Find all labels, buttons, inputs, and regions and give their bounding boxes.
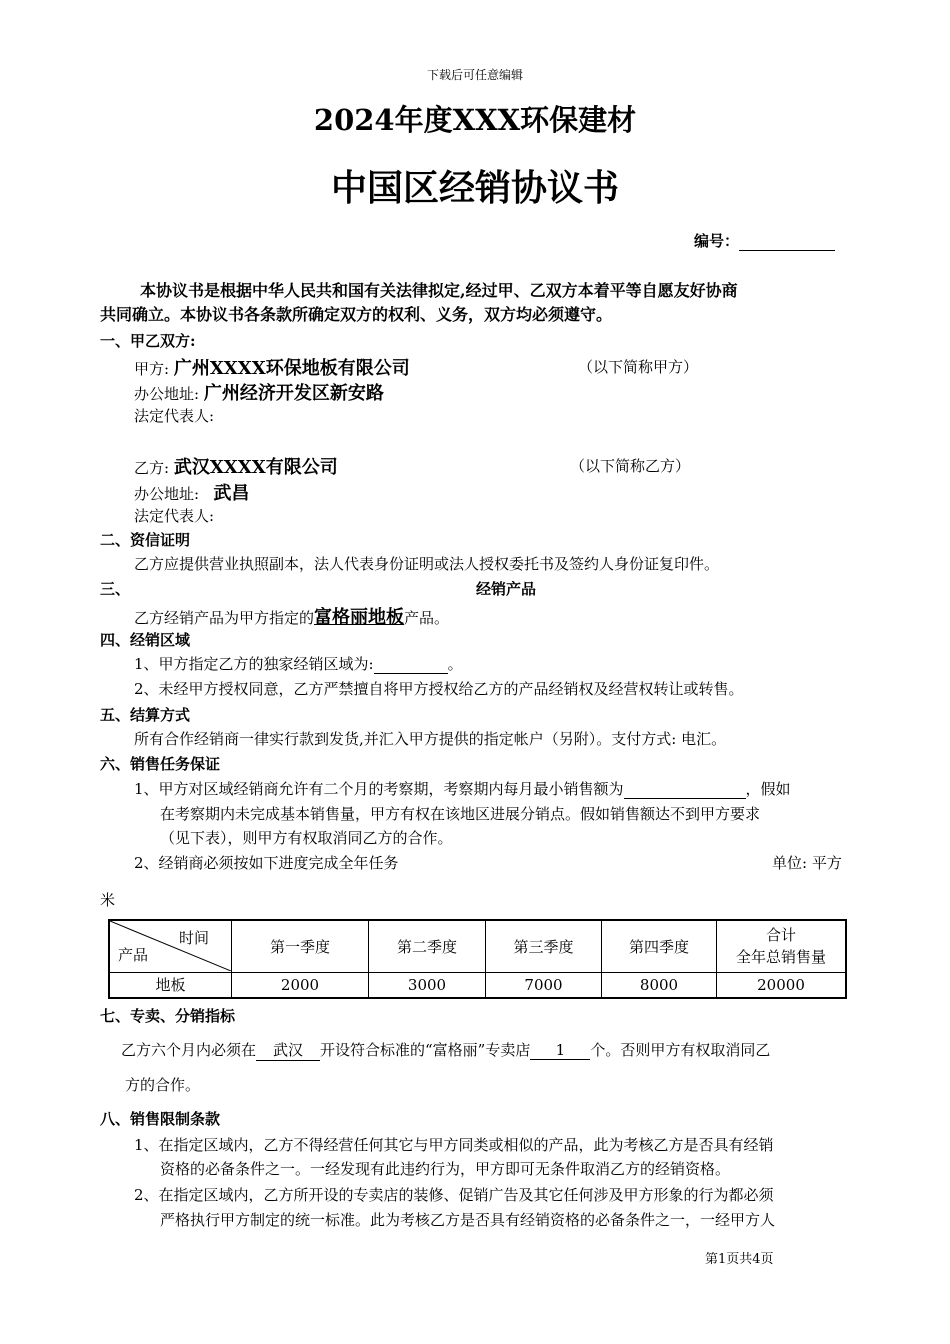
sec2-heading: 二、资信证明	[100, 531, 191, 549]
sec3-heading-title: 经销产品	[476, 580, 537, 598]
sec8-item-2b: 严格执行甲方制定的统一标准。此为考核乙方是否具有经销资格的必备条件之一，一经甲方人	[160, 1211, 776, 1229]
sec4-item-2: 2、未经甲方授权同意，乙方严禁擅自将甲方授权给乙方的产品经销权及经营权转让或转售。	[134, 680, 744, 698]
party-b-line	[134, 453, 338, 479]
party-a-note: （以下简称甲方）	[578, 358, 699, 376]
cell-q1: 2000	[232, 972, 369, 998]
number-blank	[739, 234, 835, 251]
sec3-text-post: 产品。	[404, 609, 450, 627]
header-total-2: 全年总销售量	[735, 948, 826, 967]
party-b-note: （以下简称乙方）	[570, 457, 691, 475]
sec3-text	[134, 603, 449, 629]
corner-time: 时间	[178, 929, 209, 948]
sales-target-table	[108, 919, 847, 999]
header-q2: 第二季度	[369, 920, 486, 972]
cell-q2: 3000	[369, 972, 486, 998]
store-count-field: 1	[530, 1041, 590, 1060]
title-line-1: 2024年度XXX环保建材	[313, 103, 637, 137]
sec4-item-1	[134, 653, 463, 674]
party-a-name: 广州XXXX环保地板有限公司	[173, 358, 410, 379]
intro-line-1: 本协议书是根据中华人民共和国有关法律拟定,经过甲、乙双方本着平等自愿友好协商	[140, 281, 738, 300]
corner-cell	[109, 920, 232, 972]
sec5-heading: 五、结算方式	[100, 706, 191, 724]
sec7-text-2: 开设符合标准的“富格丽”专卖店	[320, 1041, 531, 1059]
header-q1: 第一季度	[232, 920, 369, 972]
sec6-item-2: 2、经销商必须按如下进度完成全年任务	[134, 854, 399, 872]
sec7-text-4: 方的合作。	[125, 1076, 201, 1094]
party-b-addr-label: 办公地址:	[134, 485, 200, 503]
header-q4: 第四季度	[602, 920, 717, 972]
row-label: 地板	[109, 972, 232, 998]
title-line-2: 中国区经销协议书	[330, 167, 619, 209]
party-a-rep: 法定代表人:	[134, 407, 215, 425]
sec6-heading: 六、销售任务保证	[100, 755, 221, 773]
sec7-text	[121, 1039, 770, 1061]
party-b-label: 乙方:	[134, 459, 170, 477]
unit-label-a: 单位: 平方	[772, 854, 842, 872]
header-note: 下载后可任意编辑	[426, 68, 523, 82]
sec7-text-1: 乙方六个月内必须在	[121, 1041, 257, 1059]
sec6-item-1b: 在考察期内未完成基本销售量，甲方有权在该地区进展分销点。假如销售额达不到甲方要求	[160, 805, 761, 823]
unit-label-b: 米	[100, 891, 116, 909]
cell-q3: 7000	[486, 972, 602, 998]
party-b-rep: 法定代表人:	[134, 507, 215, 525]
sec3-text-pre: 乙方经销产品为甲方指定的	[134, 609, 315, 627]
region-blank	[374, 657, 448, 674]
sec7-text-3: 个。否则甲方有权取消同乙	[590, 1041, 771, 1059]
number-label: 编号：	[694, 232, 740, 250]
sec2-text: 乙方应提供营业执照副本，法人代表身份证明或法人授权委托书及签约人身份证复印件。	[134, 555, 720, 573]
cell-q4: 8000	[602, 972, 717, 998]
party-a-addr-label: 办公地址:	[134, 385, 200, 403]
sec8-heading: 八、销售限制条款	[100, 1110, 221, 1128]
party-a-addr: 广州经济开发区新安路	[203, 383, 384, 404]
sec6-item-1a	[134, 778, 791, 799]
party-a-line	[134, 354, 410, 380]
sec5-text: 所有合作经销商一律实行款到发货,并汇入甲方提供的指定帐户（另附）。支付方式: 电汇。	[134, 730, 727, 748]
party-a-label: 甲方:	[134, 360, 170, 378]
sec6-item-1c: （见下表），则甲方有权取消同乙方的合作。	[160, 829, 453, 847]
party-b-address	[134, 479, 249, 505]
sec3-heading-num: 三、	[100, 580, 131, 598]
sec4-item-1-end: 。	[447, 655, 463, 673]
header-q3: 第三季度	[486, 920, 602, 972]
sec8-item-1a: 1、在指定区域内，乙方不得经营任何其它与甲方同类或相似的产品，此为考核乙方是否具有经销	[134, 1136, 774, 1154]
sec6-item-1a-text: 1、甲方对区域经销商允许有二个月的考察期，考察期内每月最小销售额为	[134, 780, 624, 798]
corner-product: 产品	[118, 946, 149, 965]
cell-total: 20000	[717, 972, 847, 998]
sec4-heading: 四、经销区域	[100, 631, 191, 649]
party-a-address	[134, 379, 384, 405]
sec8-item-1b: 资格的必备条件之一。一经发现有此违约行为，甲方即可无条件取消乙方的经销资格。	[160, 1160, 731, 1178]
table-header-row	[109, 920, 846, 972]
sec4-item-1-text: 1、甲方指定乙方的独家经销区域为:	[134, 655, 374, 673]
sec1-heading: 一、甲乙双方:	[100, 332, 196, 350]
header-total	[717, 920, 847, 972]
table-row	[109, 972, 846, 998]
intro-line-2: 共同确立。本协议书各条款所确定双方的权利、义务，双方均必须遵守。	[100, 305, 613, 324]
city-field: 武汉	[256, 1039, 320, 1061]
contract-number	[694, 230, 835, 251]
sec8-item-2a: 2、在指定区域内，乙方所开设的专卖店的装修、促销广告及其它任何涉及甲方形象的行为都必须	[134, 1186, 774, 1204]
party-b-name: 武汉XXXX有限公司	[173, 457, 338, 478]
header-total-1: 合计	[765, 926, 796, 945]
product-name: 富格丽地板	[314, 607, 405, 628]
sec6-item-1a-end: ，假如	[745, 780, 791, 798]
sec7-heading: 七、专卖、分销指标	[100, 1007, 236, 1025]
party-b-addr: 武昌	[213, 483, 250, 504]
page-footer: 第1页共4页	[705, 1252, 774, 1267]
min-sales-blank	[624, 782, 746, 799]
